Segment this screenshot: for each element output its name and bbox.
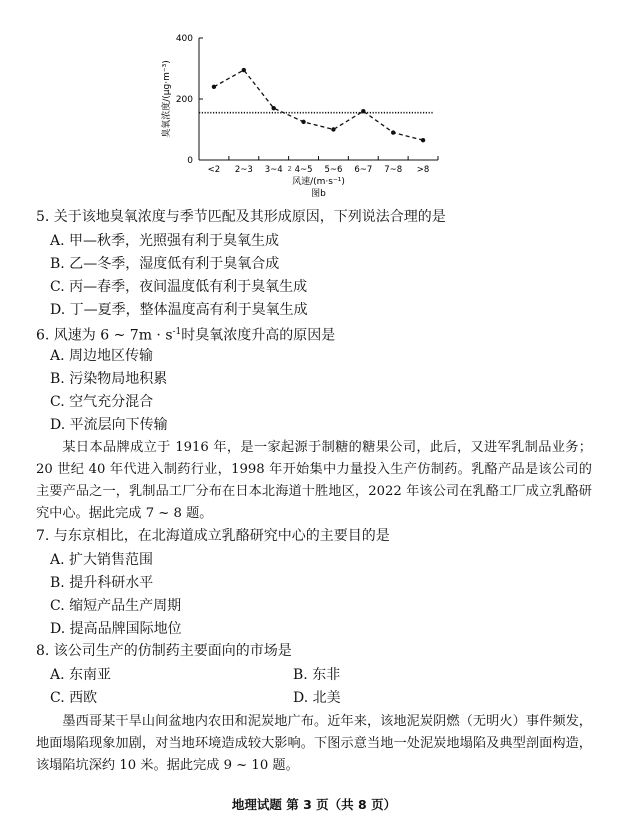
q8-option-c: C. 西欧: [50, 690, 98, 706]
ozone-wind-chart: [150, 28, 450, 213]
q6-option-a: A. 周边地区传输: [50, 348, 154, 364]
q7-stem: 7. 与东京相比，在北海道成立乳酪研究中心的主要目的是: [36, 528, 390, 544]
data-point: [271, 106, 275, 110]
q6-stem-sup: -1: [172, 327, 182, 337]
series-line: [214, 70, 423, 140]
q8-stem: 8. 该公司生产的仿制药主要面向的市场是: [36, 643, 292, 659]
y-axis-label: 臭氧浓度/(μg·m⁻³): [162, 60, 172, 138]
q6-option-b: B. 污染物局地积累: [50, 371, 168, 387]
passage-9-10-text: 墨西哥某干旱山间盆地内农田和泥炭地广布。近年来，该地泥炭阴燃（无明火）事件频发，地面塌陷现象加剧，对当地环境造成较大影响。下图示意当地一处泥炭地塌陷及典型剖面构造，该塌陷坑深约 10 米。据此完成 9 ~ 10 题。: [36, 714, 592, 773]
q6-option-c: C. 空气充分混合: [50, 394, 154, 410]
x-tick-label: 2~3: [234, 165, 253, 175]
figure-caption: 图b: [311, 189, 326, 199]
q7-option-c: C. 缩短产品生产周期: [50, 598, 182, 614]
q6-stem-pre: 6. 风速为 6 ~ 7m · s: [36, 327, 173, 344]
q7-option-a: A. 扩大销售范围: [50, 552, 154, 568]
q5-stem: 5. 关于该地臭氧浓度与季节匹配及其形成原因，下列说法合理的是: [36, 209, 446, 225]
x-tick-label: 7~8: [384, 165, 403, 175]
x-tick-label: 5~6: [324, 165, 343, 175]
data-point: [301, 120, 305, 124]
y-tick-label: 200: [175, 95, 193, 105]
y-tick-label: 0: [187, 156, 193, 166]
passage-7-8-text: 某日本品牌成立于 1916 年，是一家起源于制糖的糖果公司，此后，又进军乳制品业务；20 世纪 40 年代进入制药行业，1998 年开始集中力量投入生产仿制药。乳酪产品是该公司的主要产品之一，乳制品工厂分布在日本北海道十胜地区，2022 年该公司在乳酪工厂成立乳酪研究中心。据此完成 7 ~ 8 题。: [36, 440, 592, 521]
q6-option-d: D. 平流层向下传输: [50, 417, 168, 433]
x-tick-label: >8: [416, 165, 430, 175]
data-point: [212, 85, 216, 89]
q5-option-c: C. 丙—春季，夜间温度低有利于臭氧生成: [50, 279, 308, 295]
page-footer: 地理试题 第 3 页（共 8 页）: [231, 797, 397, 812]
q8-option-a: A. 东南亚: [50, 667, 112, 683]
x-tick-label: 6~7: [354, 165, 373, 175]
q7-option-b: B. 提升科研水平: [50, 575, 154, 591]
data-point: [331, 127, 335, 131]
passage-7-8: [36, 437, 592, 525]
q6-stem-post: 时臭氧浓度升高的原因是: [181, 327, 336, 344]
passage-9-10: [36, 711, 592, 777]
q5-option-b: B. 乙—冬季，湿度低有利于臭氧合成: [50, 256, 280, 272]
data-point: [242, 68, 246, 72]
x-tick-label: 3~4: [264, 165, 283, 175]
q5-option-d: D. 丁—夏季，整体温度高有利于臭氧生成: [50, 302, 308, 318]
stray-mark: 2: [287, 165, 292, 173]
q7-option-d: D. 提高品牌国际地位: [50, 621, 182, 637]
data-point: [421, 138, 425, 142]
data-point: [361, 109, 365, 113]
q8-option-b: B. 东非: [293, 667, 341, 683]
y-tick-label: 400: [175, 34, 193, 44]
x-tick-label: <2: [207, 165, 221, 175]
x-tick-label: 4~5: [294, 165, 313, 175]
x-axis-label: 风速/(m·s⁻¹): [292, 177, 345, 187]
chart-svg: [150, 28, 450, 213]
q5-option-a: A. 甲—秋季，光照强有利于臭氧生成: [50, 233, 280, 249]
data-point: [391, 130, 395, 134]
q6-stem: [36, 323, 335, 345]
q8-option-d: D. 北美: [293, 690, 341, 706]
